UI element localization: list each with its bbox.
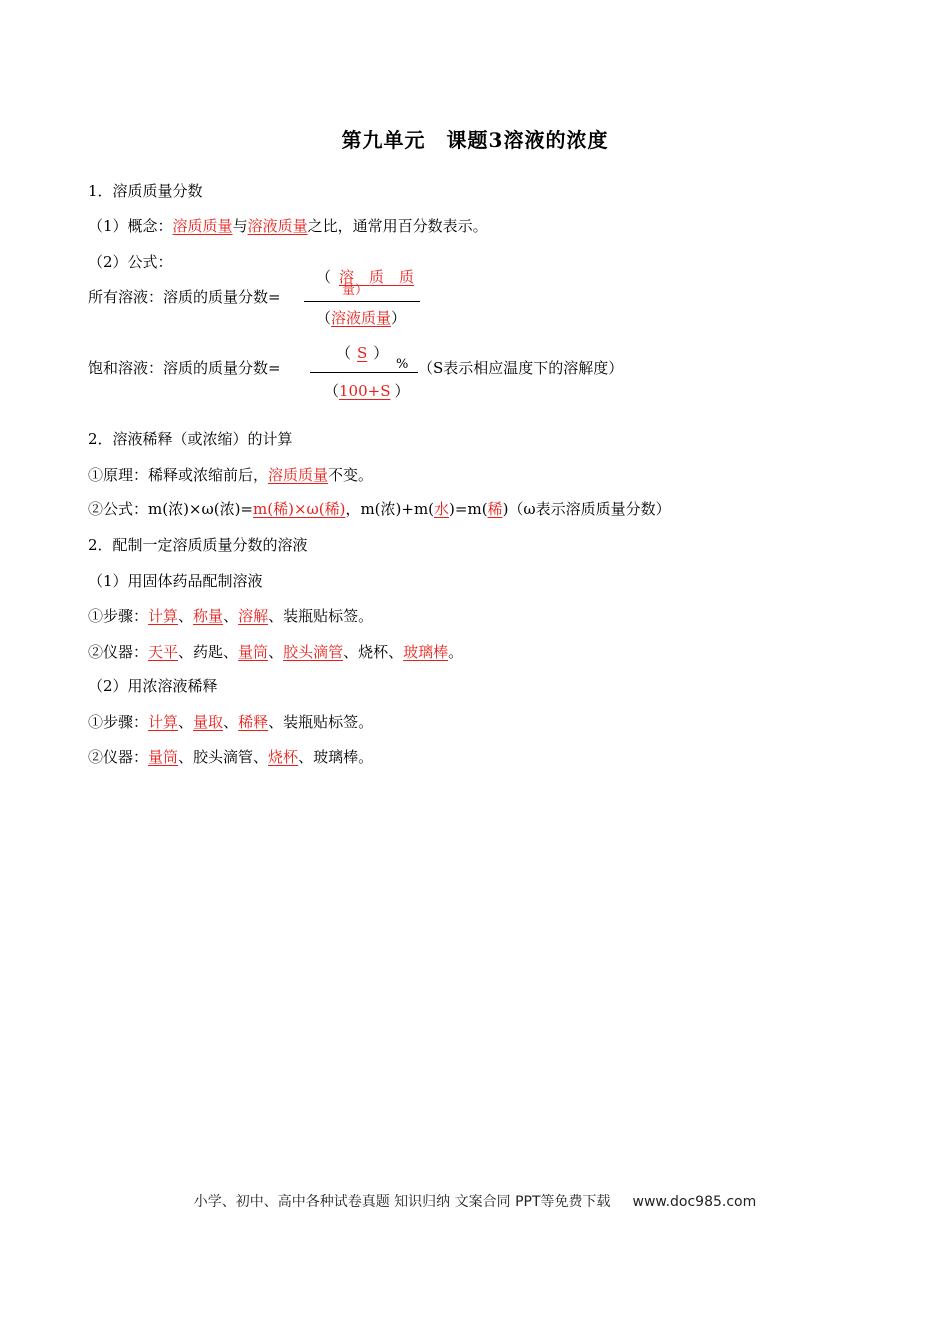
solubility-note: （S表示相应温度下的溶解度）	[418, 359, 624, 377]
formula-heading: （2）公式：	[88, 253, 173, 271]
all-solutions-label: 所有溶液：溶质的质量分数=	[88, 288, 281, 306]
solid-instruments-line: ②仪器：天平、药匙、量筒、胶头滴管、烧杯、玻璃棒。	[88, 643, 464, 661]
answer-glass-rod: 玻璃棒	[403, 643, 449, 661]
answer-denominator: 溶液质量	[331, 309, 392, 327]
answer-beaker: 烧杯	[268, 748, 299, 766]
footer-text: 小学、初中、高中各种试卷真题 知识归纳 文案合同 PPT等免费下载	[193, 1194, 611, 1210]
all-denominator: （溶液质量）	[316, 309, 407, 327]
answer-calculate: 计算	[148, 607, 179, 625]
dilute-steps-line: ①步骤：计算、量取、稀释、装瓶贴标签。	[88, 713, 374, 731]
page-footer	[0, 1191, 950, 1211]
solid-steps-line: ①步骤：计算、称量、溶解、装瓶贴标签。	[88, 607, 374, 625]
answer-water: 水	[434, 500, 450, 518]
section-1-heading: 1．溶质质量分数	[88, 182, 203, 200]
answer-dropper: 胶头滴管	[283, 643, 344, 661]
all-fraction-bar	[304, 301, 420, 302]
answer-calculate-2: 计算	[148, 713, 179, 731]
page-title: 第九单元 课题3溶液的浓度	[341, 128, 609, 152]
answer-dilute: 稀	[487, 500, 503, 518]
answer-dilute-product: m(稀)×ω(稀)	[253, 500, 346, 518]
section-3-heading: 2．配制一定溶质质量分数的溶液	[88, 536, 308, 554]
answer-100-plus-s: 100+S	[339, 382, 391, 400]
answer-solute-mass: 溶质质量	[172, 217, 233, 235]
answer-measure: 量取	[193, 713, 224, 731]
answer-principle: 溶质质量	[268, 466, 329, 484]
principle-line: ①原理：稀释或浓缩前后，溶质质量不变。	[88, 466, 374, 484]
saturated-label: 饱和溶液：溶质的质量分数=	[88, 359, 281, 377]
numerator-wrap: 量）	[342, 283, 369, 298]
dilute-heading: （2）用浓溶液稀释	[88, 677, 218, 695]
answer-balance: 天平	[148, 643, 179, 661]
sat-denominator: （100+S ）	[324, 382, 410, 400]
dilute-instruments-line: ②仪器：量筒、胶头滴管、烧杯、玻璃棒。	[88, 748, 374, 766]
answer-cylinder: 量筒	[238, 643, 269, 661]
concept-line: （1）概念：溶质质量与溶液质量之比，通常用百分数表示。	[88, 217, 488, 235]
sat-fraction-bar	[310, 372, 418, 373]
answer-s: S	[357, 344, 368, 362]
answer-dilute-step: 稀释	[238, 713, 269, 731]
answer-numerator: 溶 质 质	[339, 268, 415, 286]
answer-weigh: 称量	[193, 607, 224, 625]
section-2-heading: 2．溶液稀释（或浓缩）的计算	[88, 430, 293, 448]
footer-website-link[interactable]: www.doc985.com	[632, 1194, 757, 1210]
dilution-formula-line: ②公式：m(浓)×ω(浓)=m(稀)×ω(稀)，m(浓)+m(水)=m(稀)（ω表示溶质质量分数）	[88, 500, 671, 518]
percent-sign: %	[396, 357, 409, 372]
all-numerator: （ 溶 质 质	[316, 268, 415, 286]
sat-numerator: （ S ）	[336, 344, 389, 362]
solid-heading: （1）用固体药品配制溶液	[88, 572, 263, 590]
answer-solution-mass: 溶液质量	[247, 217, 308, 235]
answer-dissolve: 溶解	[238, 607, 269, 625]
answer-cylinder-2: 量筒	[148, 748, 179, 766]
